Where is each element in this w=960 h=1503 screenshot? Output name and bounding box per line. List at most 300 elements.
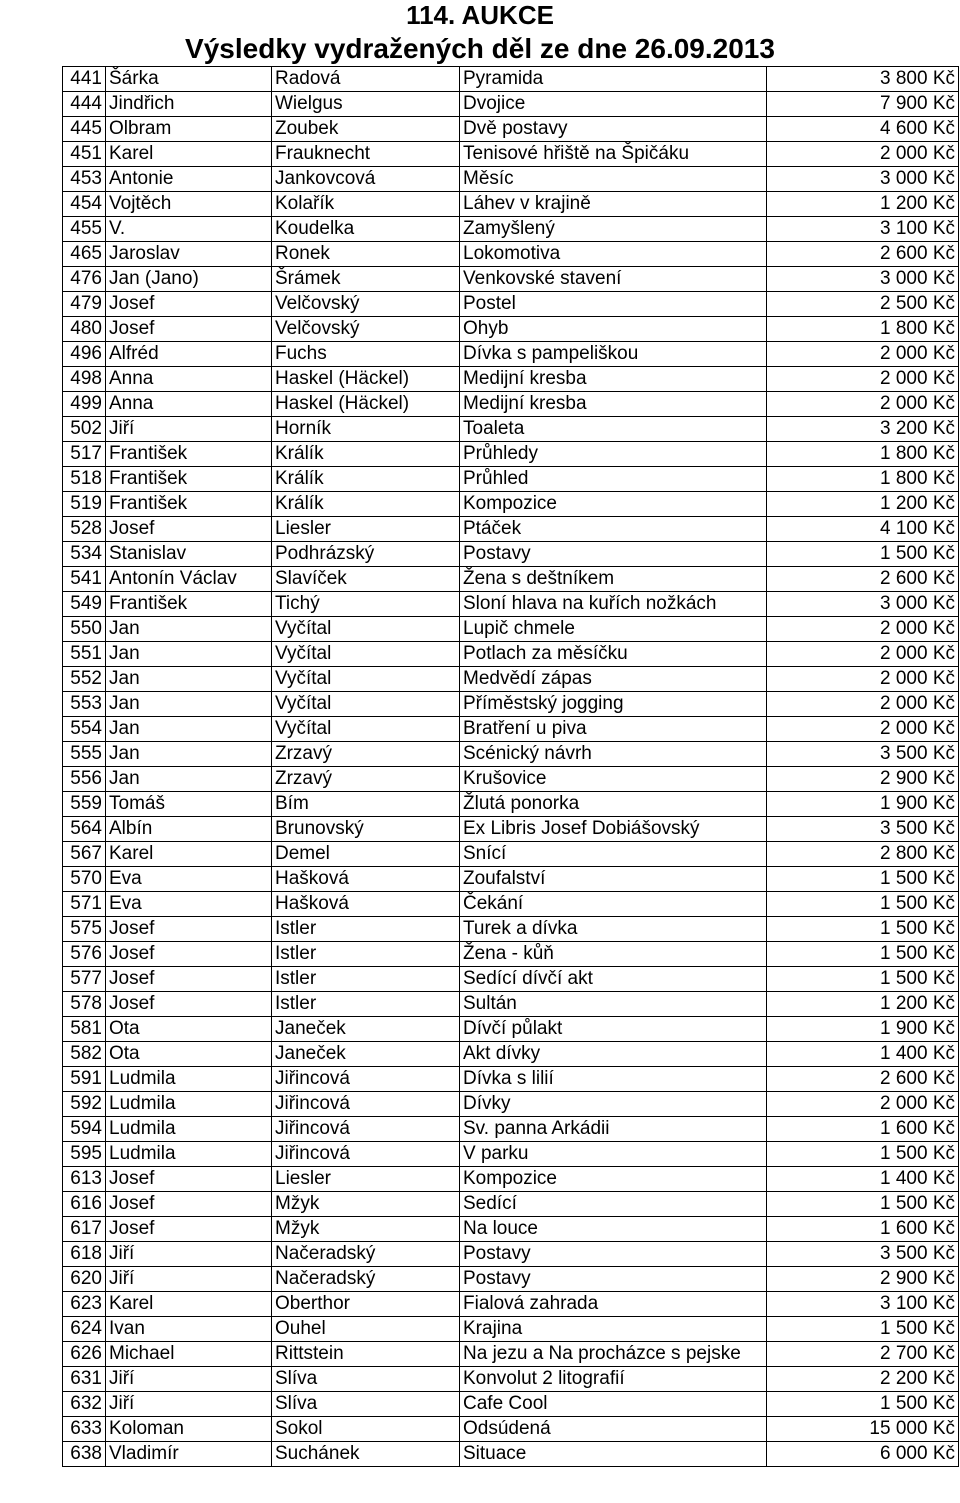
lot-number: 581	[63, 1017, 106, 1042]
lot-number: 549	[63, 592, 106, 617]
artwork-title: Konvolut 2 litografií	[460, 1367, 767, 1392]
results-body	[63, 67, 959, 1467]
artist-first-name: Karel	[106, 842, 272, 867]
artist-last-name: Oberthor	[272, 1292, 460, 1317]
artwork-title: Medvědí zápas	[460, 667, 767, 692]
sale-price: 1 200 Kč	[767, 192, 959, 217]
artist-first-name: Jiří	[106, 1367, 272, 1392]
artist-first-name: Jan	[106, 617, 272, 642]
lot-number: 502	[63, 417, 106, 442]
artist-last-name: Zoubek	[272, 117, 460, 142]
lot-number: 564	[63, 817, 106, 842]
table-row	[63, 1267, 959, 1292]
artist-last-name: Hašková	[272, 892, 460, 917]
sale-price: 1 500 Kč	[767, 1192, 959, 1217]
table-row	[63, 742, 959, 767]
artwork-title: Příměstský jogging	[460, 692, 767, 717]
artist-first-name: Josef	[106, 967, 272, 992]
artist-first-name: Jindřich	[106, 92, 272, 117]
lot-number: 555	[63, 742, 106, 767]
sale-price: 3 500 Kč	[767, 817, 959, 842]
lot-number: 454	[63, 192, 106, 217]
lot-number: 496	[63, 342, 106, 367]
sale-price: 1 200 Kč	[767, 492, 959, 517]
artist-last-name: Wielgus	[272, 92, 460, 117]
lot-number: 556	[63, 767, 106, 792]
artist-first-name: Ota	[106, 1017, 272, 1042]
lot-number: 567	[63, 842, 106, 867]
artist-last-name: Istler	[272, 967, 460, 992]
artwork-title: Pyramida	[460, 67, 767, 92]
artist-last-name: Rittstein	[272, 1342, 460, 1367]
artist-last-name: Bím	[272, 792, 460, 817]
artist-last-name: Suchánek	[272, 1442, 460, 1467]
artist-last-name: Istler	[272, 992, 460, 1017]
sale-price: 1 600 Kč	[767, 1117, 959, 1142]
artist-last-name: Sokol	[272, 1417, 460, 1442]
artist-last-name: Horník	[272, 417, 460, 442]
table-row	[63, 817, 959, 842]
artist-last-name: Radová	[272, 67, 460, 92]
sale-price: 2 000 Kč	[767, 392, 959, 417]
artist-last-name: Istler	[272, 942, 460, 967]
artist-last-name: Králík	[272, 442, 460, 467]
lot-number: 592	[63, 1092, 106, 1117]
table-row	[63, 1092, 959, 1117]
artist-first-name: František	[106, 442, 272, 467]
table-row	[63, 592, 959, 617]
artist-first-name: František	[106, 592, 272, 617]
table-row	[63, 117, 959, 142]
artist-first-name: Jiří	[106, 1242, 272, 1267]
artist-last-name: Mžyk	[272, 1217, 460, 1242]
table-row	[63, 442, 959, 467]
artwork-title: Postel	[460, 292, 767, 317]
artwork-title: Akt dívky	[460, 1042, 767, 1067]
table-row	[63, 1317, 959, 1342]
artist-last-name: Slíva	[272, 1367, 460, 1392]
table-row	[63, 567, 959, 592]
artwork-title: Postavy	[460, 1267, 767, 1292]
artist-first-name: Eva	[106, 892, 272, 917]
artist-first-name: Jiří	[106, 1267, 272, 1292]
sale-price: 1 500 Kč	[767, 917, 959, 942]
table-row	[63, 317, 959, 342]
table-row	[63, 492, 959, 517]
sale-price: 2 600 Kč	[767, 242, 959, 267]
table-row	[63, 892, 959, 917]
artist-last-name: Králík	[272, 492, 460, 517]
lot-number: 577	[63, 967, 106, 992]
artist-first-name: Eva	[106, 867, 272, 892]
artwork-title: Dvojice	[460, 92, 767, 117]
artwork-title: Dívka s lilií	[460, 1067, 767, 1092]
artist-first-name: Josef	[106, 917, 272, 942]
lot-number: 518	[63, 467, 106, 492]
artwork-title: Dívka s pampeliškou	[460, 342, 767, 367]
artist-last-name: Načeradský	[272, 1267, 460, 1292]
artwork-title: Žena s deštníkem	[460, 567, 767, 592]
artist-first-name: Jan	[106, 642, 272, 667]
artwork-title: Láhev v krajině	[460, 192, 767, 217]
artist-first-name: Anna	[106, 367, 272, 392]
sale-price: 1 500 Kč	[767, 867, 959, 892]
lot-number: 578	[63, 992, 106, 1017]
table-row	[63, 1417, 959, 1442]
artwork-title: Odsúdená	[460, 1417, 767, 1442]
artist-first-name: Karel	[106, 1292, 272, 1317]
artist-first-name: Koloman	[106, 1417, 272, 1442]
artwork-title: Ex Libris Josef Dobiášovský	[460, 817, 767, 842]
artist-last-name: Hašková	[272, 867, 460, 892]
artist-first-name: Karel	[106, 142, 272, 167]
sale-price: 4 600 Kč	[767, 117, 959, 142]
sale-price: 6 000 Kč	[767, 1442, 959, 1467]
lot-number: 620	[63, 1267, 106, 1292]
lot-number: 534	[63, 542, 106, 567]
table-row	[63, 1442, 959, 1467]
artist-first-name: Šárka	[106, 67, 272, 92]
sale-price: 1 800 Kč	[767, 442, 959, 467]
artist-last-name: Králík	[272, 467, 460, 492]
table-row	[63, 1242, 959, 1267]
sale-price: 2 700 Kč	[767, 1342, 959, 1367]
artist-first-name: Jan	[106, 742, 272, 767]
artwork-title: Ptáček	[460, 517, 767, 542]
artist-last-name: Janeček	[272, 1017, 460, 1042]
sale-price: 2 000 Kč	[767, 692, 959, 717]
artwork-title: Dívky	[460, 1092, 767, 1117]
artist-first-name: Olbram	[106, 117, 272, 142]
artist-first-name: Michael	[106, 1342, 272, 1367]
table-row	[63, 1067, 959, 1092]
lot-number: 576	[63, 942, 106, 967]
artist-last-name: Podhrázský	[272, 542, 460, 567]
artist-first-name: Josef	[106, 317, 272, 342]
artwork-title: Toaleta	[460, 417, 767, 442]
sale-price: 3 000 Kč	[767, 267, 959, 292]
table-row	[63, 1117, 959, 1142]
sale-price: 3 500 Kč	[767, 742, 959, 767]
artist-first-name: Albín	[106, 817, 272, 842]
table-row	[63, 417, 959, 442]
artist-last-name: Zrzavý	[272, 767, 460, 792]
lot-number: 616	[63, 1192, 106, 1217]
artwork-title: Zoufalství	[460, 867, 767, 892]
artwork-title: Medijní kresba	[460, 392, 767, 417]
artwork-title: Lokomotiva	[460, 242, 767, 267]
artist-last-name: Vyčítal	[272, 692, 460, 717]
sale-price: 2 000 Kč	[767, 142, 959, 167]
artist-last-name: Fuchs	[272, 342, 460, 367]
sale-price: 2 600 Kč	[767, 1067, 959, 1092]
artist-first-name: Tomáš	[106, 792, 272, 817]
artist-first-name: Ludmila	[106, 1092, 272, 1117]
artwork-title: Sedící	[460, 1192, 767, 1217]
artist-last-name: Jiřincová	[272, 1067, 460, 1092]
sale-price: 2 000 Kč	[767, 342, 959, 367]
table-row	[63, 842, 959, 867]
table-row	[63, 242, 959, 267]
sale-price: 3 500 Kč	[767, 1242, 959, 1267]
lot-number: 554	[63, 717, 106, 742]
lot-number: 517	[63, 442, 106, 467]
sale-price: 2 000 Kč	[767, 642, 959, 667]
sale-price: 2 000 Kč	[767, 617, 959, 642]
sale-price: 2 000 Kč	[767, 717, 959, 742]
sale-price: 3 000 Kč	[767, 167, 959, 192]
sale-price: 1 500 Kč	[767, 1392, 959, 1417]
lot-number: 550	[63, 617, 106, 642]
artwork-title: Průhledy	[460, 442, 767, 467]
artist-last-name: Vyčítal	[272, 667, 460, 692]
artwork-title: Turek a dívka	[460, 917, 767, 942]
artwork-title: V parku	[460, 1142, 767, 1167]
sale-price: 1 400 Kč	[767, 1167, 959, 1192]
artwork-title: Sedící dívčí akt	[460, 967, 767, 992]
lot-number: 441	[63, 67, 106, 92]
artist-first-name: František	[106, 467, 272, 492]
lot-number: 552	[63, 667, 106, 692]
artwork-title: Dvě postavy	[460, 117, 767, 142]
sale-price: 1 900 Kč	[767, 792, 959, 817]
lot-number: 631	[63, 1367, 106, 1392]
table-row	[63, 1217, 959, 1242]
table-row	[63, 167, 959, 192]
artwork-title: Bratření u piva	[460, 717, 767, 742]
lot-number: 595	[63, 1142, 106, 1167]
artist-last-name: Vyčítal	[272, 617, 460, 642]
table-row	[63, 192, 959, 217]
artwork-title: Na louce	[460, 1217, 767, 1242]
artist-last-name: Vyčítal	[272, 717, 460, 742]
artist-last-name: Mžyk	[272, 1192, 460, 1217]
artist-last-name: Liesler	[272, 517, 460, 542]
artist-last-name: Šrámek	[272, 267, 460, 292]
artwork-title: Čekání	[460, 892, 767, 917]
table-row	[63, 992, 959, 1017]
artwork-title: Sultán	[460, 992, 767, 1017]
sale-price: 2 000 Kč	[767, 667, 959, 692]
lot-number: 617	[63, 1217, 106, 1242]
lot-number: 582	[63, 1042, 106, 1067]
artist-first-name: Anna	[106, 392, 272, 417]
artist-first-name: Jan	[106, 667, 272, 692]
artist-first-name: Alfréd	[106, 342, 272, 367]
artwork-title: Zamyšlený	[460, 217, 767, 242]
artist-first-name: Ludmila	[106, 1067, 272, 1092]
lot-number: 445	[63, 117, 106, 142]
artwork-title: Na jezu a Na procházce s pejske	[460, 1342, 767, 1367]
artist-last-name: Jankovcová	[272, 167, 460, 192]
artist-last-name: Jiřincová	[272, 1092, 460, 1117]
lot-number: 498	[63, 367, 106, 392]
artwork-title: Ohyb	[460, 317, 767, 342]
artist-first-name: Stanislav	[106, 542, 272, 567]
table-row	[63, 617, 959, 642]
sale-price: 3 000 Kč	[767, 592, 959, 617]
lot-number: 551	[63, 642, 106, 667]
lot-number: 591	[63, 1067, 106, 1092]
artwork-title: Žena - kůň	[460, 942, 767, 967]
artist-first-name: Jiří	[106, 417, 272, 442]
sale-price: 3 100 Kč	[767, 1292, 959, 1317]
lot-number: 613	[63, 1167, 106, 1192]
lot-number: 553	[63, 692, 106, 717]
artwork-title: Situace	[460, 1442, 767, 1467]
sale-price: 2 200 Kč	[767, 1367, 959, 1392]
artwork-title: Lupič chmele	[460, 617, 767, 642]
artwork-title: Potlach za měsíčku	[460, 642, 767, 667]
page-subtitle: Výsledky vydražených děl ze dne 26.09.2013	[185, 33, 775, 64]
table-row	[63, 67, 959, 92]
lot-number: 618	[63, 1242, 106, 1267]
table-row	[63, 792, 959, 817]
lot-number: 623	[63, 1292, 106, 1317]
artwork-title: Průhled	[460, 467, 767, 492]
artist-last-name: Ouhel	[272, 1317, 460, 1342]
lot-number: 444	[63, 92, 106, 117]
table-row	[63, 692, 959, 717]
artwork-title: Sv. panna Arkádii	[460, 1117, 767, 1142]
artist-last-name: Liesler	[272, 1167, 460, 1192]
artist-first-name: Ludmila	[106, 1142, 272, 1167]
table-row	[63, 392, 959, 417]
sale-price: 1 600 Kč	[767, 1217, 959, 1242]
artwork-title: Kompozice	[460, 1167, 767, 1192]
sale-price: 2 800 Kč	[767, 842, 959, 867]
lot-number: 480	[63, 317, 106, 342]
lot-number: 571	[63, 892, 106, 917]
sale-price: 1 400 Kč	[767, 1042, 959, 1067]
artist-first-name: František	[106, 492, 272, 517]
artwork-title: Krušovice	[460, 767, 767, 792]
table-row	[63, 342, 959, 367]
sale-price: 7 900 Kč	[767, 92, 959, 117]
artwork-title: Kompozice	[460, 492, 767, 517]
table-row	[63, 1042, 959, 1067]
lot-number: 519	[63, 492, 106, 517]
sale-price: 2 900 Kč	[767, 767, 959, 792]
artist-first-name: Jaroslav	[106, 242, 272, 267]
lot-number: 476	[63, 267, 106, 292]
artist-last-name: Kolařík	[272, 192, 460, 217]
artist-first-name: Josef	[106, 517, 272, 542]
lot-number: 626	[63, 1342, 106, 1367]
table-row	[63, 867, 959, 892]
table-row	[63, 217, 959, 242]
sale-price: 3 800 Kč	[767, 67, 959, 92]
artist-last-name: Frauknecht	[272, 142, 460, 167]
artist-last-name: Janeček	[272, 1042, 460, 1067]
table-row	[63, 367, 959, 392]
table-row	[63, 92, 959, 117]
artist-last-name: Brunovský	[272, 817, 460, 842]
sale-price: 1 900 Kč	[767, 1017, 959, 1042]
lot-number: 455	[63, 217, 106, 242]
table-row	[63, 142, 959, 167]
table-row	[63, 767, 959, 792]
artist-first-name: Ludmila	[106, 1117, 272, 1142]
artist-first-name: Vladimír	[106, 1442, 272, 1467]
sale-price: 1 800 Kč	[767, 317, 959, 342]
table-row	[63, 717, 959, 742]
artwork-title: Fialová zahrada	[460, 1292, 767, 1317]
table-row	[63, 1142, 959, 1167]
lot-number: 594	[63, 1117, 106, 1142]
sale-price: 1 800 Kč	[767, 467, 959, 492]
artist-first-name: Josef	[106, 942, 272, 967]
sale-price: 1 500 Kč	[767, 542, 959, 567]
artist-last-name: Haskel (Häckel)	[272, 367, 460, 392]
sale-price: 1 500 Kč	[767, 942, 959, 967]
table-row	[63, 467, 959, 492]
table-row	[63, 267, 959, 292]
artist-last-name: Velčovský	[272, 292, 460, 317]
lot-number: 632	[63, 1392, 106, 1417]
table-row	[63, 1167, 959, 1192]
artist-first-name: V.	[106, 217, 272, 242]
artist-last-name: Načeradský	[272, 1242, 460, 1267]
artwork-title: Sloní hlava na kuřích nožkách	[460, 592, 767, 617]
artist-last-name: Slíva	[272, 1392, 460, 1417]
lot-number: 528	[63, 517, 106, 542]
artist-last-name: Istler	[272, 917, 460, 942]
table-row	[63, 967, 959, 992]
sale-price: 15 000 Kč	[767, 1417, 959, 1442]
lot-number: 465	[63, 242, 106, 267]
table-row	[63, 1392, 959, 1417]
artist-last-name: Slavíček	[272, 567, 460, 592]
sale-price: 3 100 Kč	[767, 217, 959, 242]
table-row	[63, 667, 959, 692]
sale-price: 2 000 Kč	[767, 1092, 959, 1117]
artist-first-name: Jiří	[106, 1392, 272, 1417]
artwork-title: Tenisové hřiště na Špičáku	[460, 142, 767, 167]
artist-first-name: Josef	[106, 1217, 272, 1242]
artist-last-name: Velčovský	[272, 317, 460, 342]
lot-number: 559	[63, 792, 106, 817]
table-row	[63, 1342, 959, 1367]
sale-price: 2 500 Kč	[767, 292, 959, 317]
artist-last-name: Ronek	[272, 242, 460, 267]
table-row	[63, 642, 959, 667]
artist-first-name: Jan	[106, 692, 272, 717]
table-row	[63, 1192, 959, 1217]
artwork-title: Žlutá ponorka	[460, 792, 767, 817]
lot-number: 624	[63, 1317, 106, 1342]
table-row	[63, 1017, 959, 1042]
sale-price: 1 500 Kč	[767, 892, 959, 917]
artist-first-name: Josef	[106, 1167, 272, 1192]
table-row	[63, 517, 959, 542]
artist-first-name: Josef	[106, 992, 272, 1017]
artwork-title: Krajina	[460, 1317, 767, 1342]
table-row	[63, 942, 959, 967]
artist-last-name: Tichý	[272, 592, 460, 617]
artist-first-name: Jan (Jano)	[106, 267, 272, 292]
lot-number: 570	[63, 867, 106, 892]
artist-last-name: Jiřincová	[272, 1117, 460, 1142]
artist-first-name: Ivan	[106, 1317, 272, 1342]
lot-number: 638	[63, 1442, 106, 1467]
table-row	[63, 1292, 959, 1317]
artwork-title: Dívčí půlakt	[460, 1017, 767, 1042]
artwork-title: Měsíc	[460, 167, 767, 192]
sale-price: 1 500 Kč	[767, 1142, 959, 1167]
artwork-title: Venkovské stavení	[460, 267, 767, 292]
sale-price: 2 600 Kč	[767, 567, 959, 592]
